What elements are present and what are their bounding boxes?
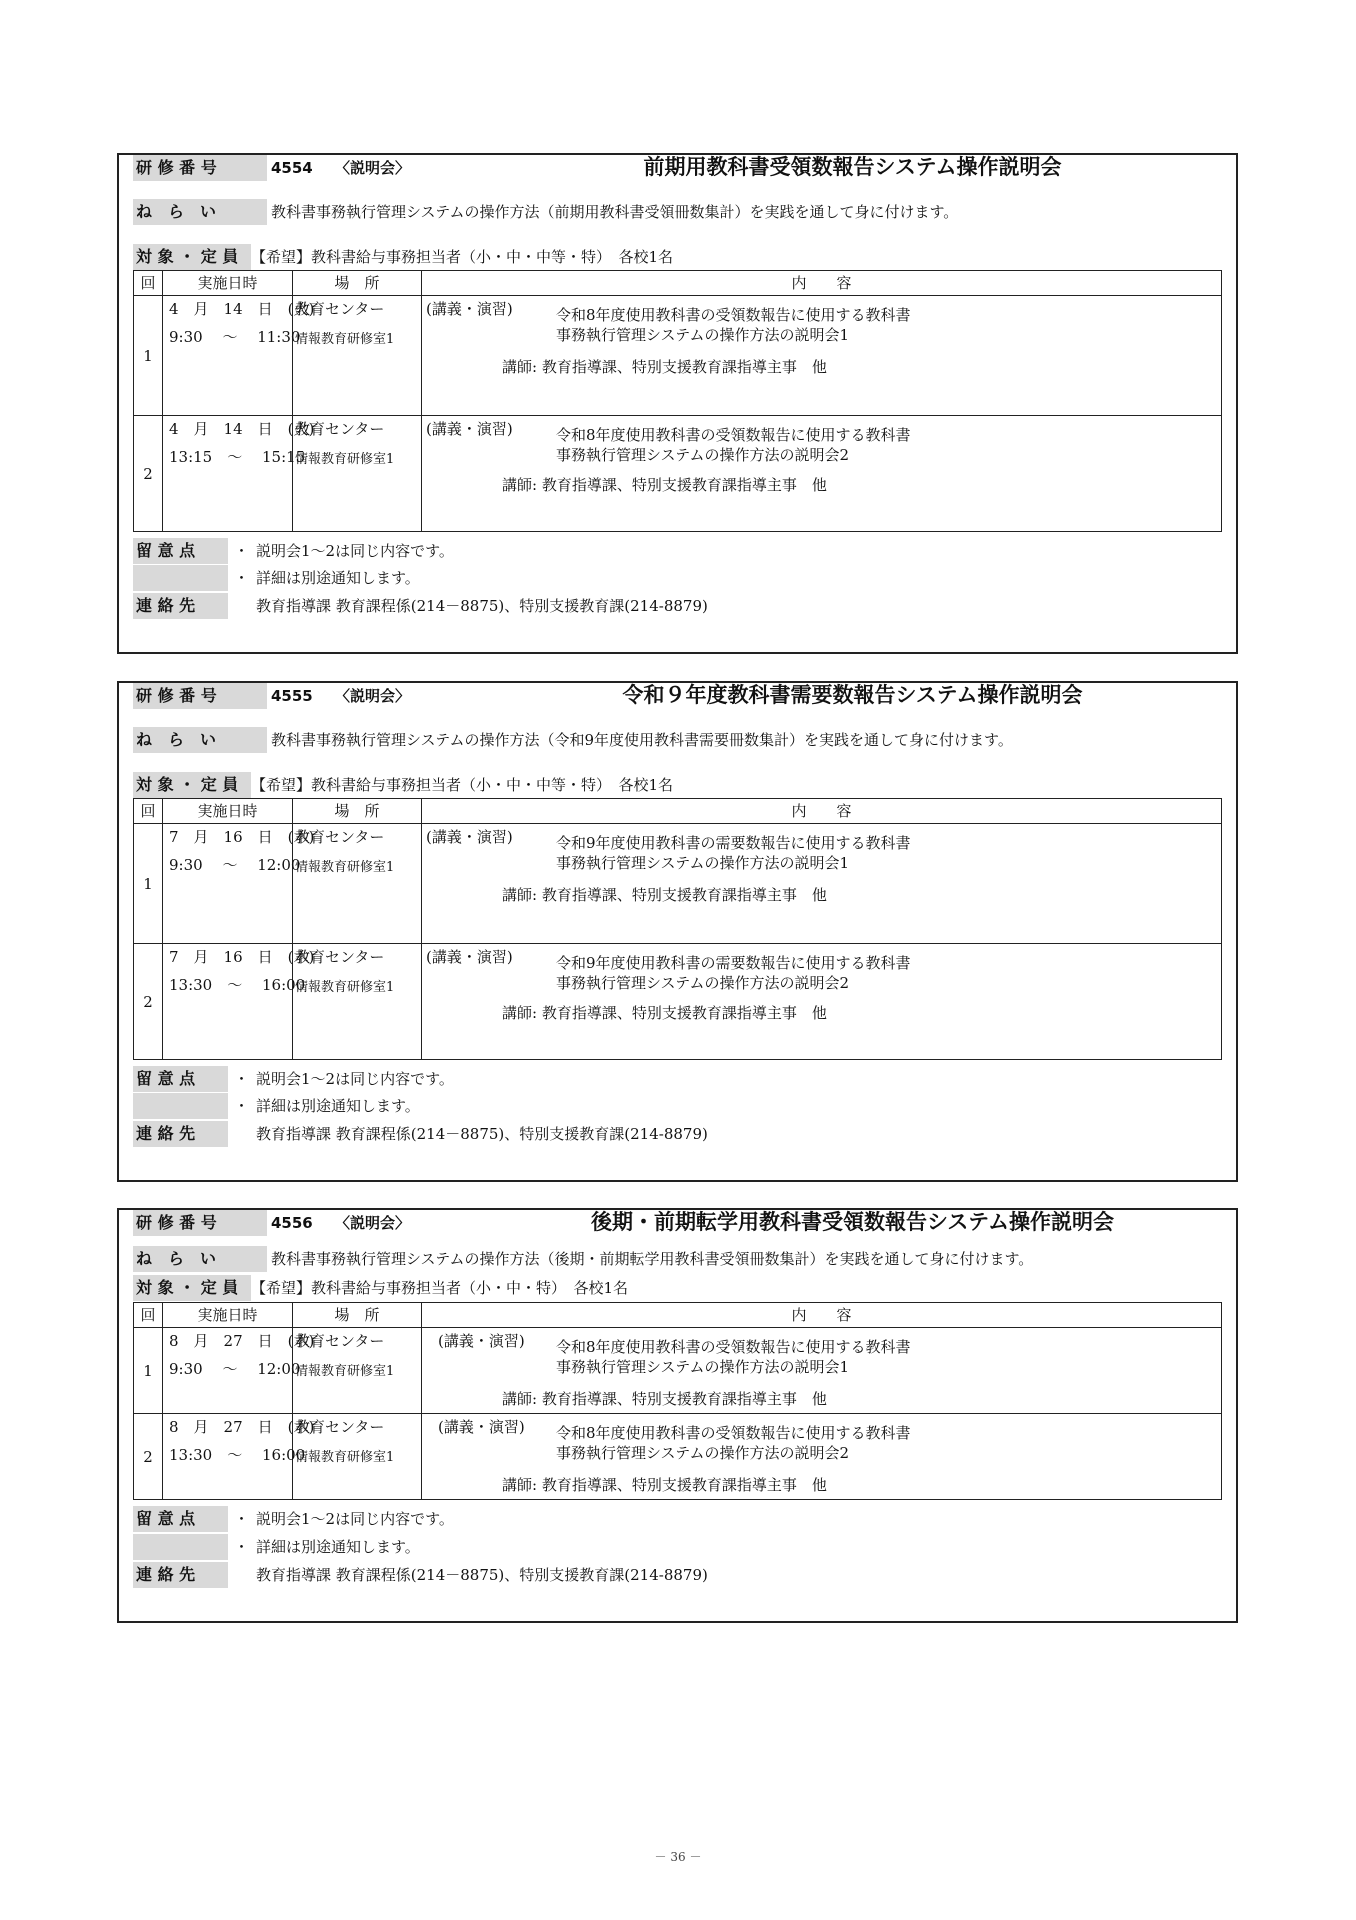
col-header-place: 場 所 <box>293 799 422 824</box>
label-number: 研 修 番 号 <box>133 155 267 181</box>
session-venue: 教育センター <box>295 1332 385 1350</box>
label-number: 研 修 番 号 <box>133 1210 267 1236</box>
course-number: 4554 <box>271 159 313 177</box>
target-row <box>119 772 1236 798</box>
session-time: 9:30 ～ 11:30 <box>169 328 301 346</box>
session-desc-line1: 令和8年度使用教科書の受領数報告に使用する教科書 <box>556 306 911 324</box>
label-target: 対 象 ・ 定 員 <box>133 1275 251 1301</box>
session-no: 1 <box>134 1328 163 1414</box>
session-content <box>422 296 1222 416</box>
course-box-4556 <box>117 1208 1238 1623</box>
col-header-no: 回 <box>134 271 163 296</box>
session-venue: 教育センター <box>295 828 385 846</box>
session-place <box>293 944 422 1060</box>
label-notes-spacer <box>133 565 228 591</box>
course-kind: 〈説明会〉 <box>335 1214 411 1232</box>
session-content <box>422 416 1222 532</box>
note-bullet: ・ <box>234 1070 250 1088</box>
target-row <box>119 244 1236 270</box>
contact-text: 教育指導課 教育課程係(214－8875)、特別支援教育課(214-8879) <box>256 1566 708 1584</box>
session-time: 13:30 ～ 16:00 <box>169 1446 306 1464</box>
session-no: 1 <box>134 296 163 416</box>
course-box-4554 <box>117 153 1238 654</box>
label-contact: 連 絡 先 <box>133 593 228 619</box>
session-place <box>293 416 422 532</box>
session-row <box>134 296 1222 416</box>
session-type: (講義・演習) <box>438 1418 525 1436</box>
session-time: 9:30 ～ 12:00 <box>169 856 301 874</box>
course-kind: 〈説明会〉 <box>335 687 411 705</box>
contact-row <box>119 1121 1236 1147</box>
session-desc-line1: 令和8年度使用教科書の受領数報告に使用する教科書 <box>556 426 911 444</box>
label-notes-spacer <box>133 1093 228 1119</box>
session-desc-line1: 令和8年度使用教科書の受領数報告に使用する教科書 <box>556 1424 911 1442</box>
session-content <box>422 1328 1222 1414</box>
note-item: 説明会1～2は同じ内容です。 <box>256 1510 454 1528</box>
notes-row <box>119 1066 1236 1092</box>
note-bullet: ・ <box>234 542 250 560</box>
session-desc-line2: 事務執行管理システムの操作方法の説明会1 <box>556 326 850 344</box>
notes-row-2 <box>119 1534 1236 1560</box>
notes-row-2 <box>119 565 1236 591</box>
note-item: 詳細は別途通知します。 <box>256 1097 420 1115</box>
contact-row <box>119 593 1236 619</box>
session-instructor: 講師: 教育指導課、特別支援教育課指導主事 他 <box>502 886 827 904</box>
note-bullet: ・ <box>234 1510 250 1528</box>
session-instructor: 講師: 教育指導課、特別支援教育課指導主事 他 <box>502 1004 827 1022</box>
session-row <box>134 1328 1222 1414</box>
session-datetime <box>163 296 315 416</box>
label-target: 対 象 ・ 定 員 <box>133 244 251 270</box>
session-instructor: 講師: 教育指導課、特別支援教育課指導主事 他 <box>502 358 827 376</box>
label-target: 対 象 ・ 定 員 <box>133 772 251 798</box>
note-item: 詳細は別途通知します。 <box>256 1538 420 1556</box>
label-notes: 留 意 点 <box>133 1506 228 1532</box>
session-row <box>134 944 1222 1060</box>
session-type: (講義・演習) <box>438 1332 525 1350</box>
col-header-no: 回 <box>134 799 163 824</box>
session-desc-line1: 令和9年度使用教科書の需要数報告に使用する教科書 <box>556 954 911 972</box>
session-content <box>422 944 1222 1060</box>
course-header <box>119 683 1236 709</box>
session-no: 2 <box>134 1414 163 1500</box>
session-type: (講義・演習) <box>426 828 513 846</box>
session-room: 情報教育研修室1 <box>295 1364 395 1379</box>
session-room: 情報教育研修室1 <box>295 860 395 875</box>
session-time: 13:15 ～ 15:15 <box>169 448 306 466</box>
session-venue: 教育センター <box>295 1418 385 1436</box>
session-datetime <box>163 1328 315 1414</box>
session-room: 情報教育研修室1 <box>295 332 395 347</box>
session-date: 8 月 27 日 (木) <box>169 1332 315 1350</box>
aim-row <box>119 199 1236 225</box>
schedule-header-row <box>134 271 1222 296</box>
session-type: (講義・演習) <box>426 300 513 318</box>
note-item: 詳細は別途通知します。 <box>256 569 420 587</box>
col-header-no: 回 <box>134 1303 163 1328</box>
session-content <box>422 824 1222 944</box>
aim-text: 教科書事務執行管理システムの操作方法（前期用教科書受領冊数集計）を実践を通して身に付けます。 <box>271 203 959 221</box>
session-no: 2 <box>134 416 163 532</box>
session-row <box>134 1414 1222 1500</box>
col-header-place: 場 所 <box>293 1303 422 1328</box>
session-room: 情報教育研修室1 <box>295 980 395 995</box>
session-room: 情報教育研修室1 <box>295 1450 395 1465</box>
session-desc-line2: 事務執行管理システムの操作方法の説明会2 <box>556 446 850 464</box>
col-header-content: 内 容 <box>422 1303 1222 1328</box>
session-desc-line2: 事務執行管理システムの操作方法の説明会2 <box>556 1444 850 1462</box>
session-date: 7 月 16 日 (木) <box>169 948 315 966</box>
notes-row <box>119 538 1236 564</box>
label-notes-spacer <box>133 1534 228 1560</box>
label-contact: 連 絡 先 <box>133 1562 228 1588</box>
session-datetime <box>163 944 315 1060</box>
session-date: 8 月 27 日 (木) <box>169 1418 315 1436</box>
session-place <box>293 824 422 944</box>
label-aim: ね ら い <box>133 727 267 753</box>
notes-row <box>119 1506 1236 1532</box>
session-instructor: 講師: 教育指導課、特別支援教育課指導主事 他 <box>502 476 827 494</box>
schedule-header-row <box>134 799 1222 824</box>
schedule-table <box>133 270 1222 532</box>
session-place <box>293 1328 422 1414</box>
note-item: 説明会1～2は同じ内容です。 <box>256 1070 454 1088</box>
session-instructor: 講師: 教育指導課、特別支援教育課指導主事 他 <box>502 1390 827 1408</box>
note-bullet: ・ <box>234 569 250 587</box>
schedule-table <box>133 1302 1222 1500</box>
target-text: 【希望】教科書給与事務担当者（小・中・特） 各校1名 <box>251 1279 629 1297</box>
course-title: 前期用教科書受領数報告システム操作説明会 <box>643 155 1062 179</box>
course-title: 令和９年度教科書需要数報告システム操作説明会 <box>622 683 1083 707</box>
session-date: 4 月 14 日 (火) <box>169 420 315 438</box>
course-number: 4556 <box>271 1214 313 1232</box>
note-bullet: ・ <box>234 1538 250 1556</box>
label-notes: 留 意 点 <box>133 1066 228 1092</box>
session-room: 情報教育研修室1 <box>295 452 395 467</box>
course-title: 後期・前期転学用教科書受領数報告システム操作説明会 <box>591 1210 1114 1234</box>
session-place <box>293 296 422 416</box>
target-text: 【希望】教科書給与事務担当者（小・中・中等・特） 各校1名 <box>251 776 674 794</box>
page-number: － 36 － <box>654 1850 702 1864</box>
session-content <box>422 1414 1222 1500</box>
course-header <box>119 1210 1236 1236</box>
col-header-date: 実施日時 <box>163 799 293 824</box>
aim-row <box>119 1246 1236 1272</box>
session-place <box>293 1414 422 1500</box>
label-aim: ね ら い <box>133 199 267 225</box>
session-no: 1 <box>134 824 163 944</box>
session-datetime <box>163 1414 315 1500</box>
note-item: 説明会1～2は同じ内容です。 <box>256 542 454 560</box>
session-venue: 教育センター <box>295 948 385 966</box>
session-desc-line2: 事務執行管理システムの操作方法の説明会1 <box>556 1358 850 1376</box>
target-row <box>119 1275 1236 1301</box>
label-contact: 連 絡 先 <box>133 1121 228 1147</box>
session-date: 4 月 14 日 (火) <box>169 300 315 318</box>
session-type: (講義・演習) <box>426 948 513 966</box>
session-desc-line1: 令和9年度使用教科書の需要数報告に使用する教科書 <box>556 834 911 852</box>
session-venue: 教育センター <box>295 300 385 318</box>
session-time: 9:30 ～ 12:00 <box>169 1360 301 1378</box>
session-time: 13:30 ～ 16:00 <box>169 976 306 994</box>
label-aim: ね ら い <box>133 1246 267 1272</box>
session-desc-line1: 令和8年度使用教科書の受領数報告に使用する教科書 <box>556 1338 911 1356</box>
session-datetime <box>163 824 315 944</box>
col-header-place: 場 所 <box>293 271 422 296</box>
session-instructor: 講師: 教育指導課、特別支援教育課指導主事 他 <box>502 1476 827 1494</box>
col-header-date: 実施日時 <box>163 271 293 296</box>
aim-row <box>119 727 1236 753</box>
schedule-table <box>133 798 1222 1060</box>
col-header-content: 内 容 <box>422 799 1222 824</box>
label-notes: 留 意 点 <box>133 538 228 564</box>
course-number: 4555 <box>271 687 313 705</box>
note-bullet: ・ <box>234 1097 250 1115</box>
target-text: 【希望】教科書給与事務担当者（小・中・中等・特） 各校1名 <box>251 248 674 266</box>
session-no: 2 <box>134 944 163 1060</box>
label-number: 研 修 番 号 <box>133 683 267 709</box>
contact-row <box>119 1562 1236 1588</box>
aim-text: 教科書事務執行管理システムの操作方法（後期・前期転学用教科書受領冊数集計）を実践を通して身に付けます。 <box>271 1250 1034 1268</box>
session-desc-line2: 事務執行管理システムの操作方法の説明会2 <box>556 974 850 992</box>
schedule-header-row <box>134 1303 1222 1328</box>
session-date: 7 月 16 日 (木) <box>169 828 315 846</box>
course-kind: 〈説明会〉 <box>335 159 411 177</box>
notes-row-2 <box>119 1093 1236 1119</box>
course-box-4555 <box>117 681 1238 1182</box>
session-venue: 教育センター <box>295 420 385 438</box>
course-header <box>119 155 1236 181</box>
contact-text: 教育指導課 教育課程係(214－8875)、特別支援教育課(214-8879) <box>256 597 708 615</box>
col-header-date: 実施日時 <box>163 1303 293 1328</box>
aim-text: 教科書事務執行管理システムの操作方法（令和9年度使用教科書需要冊数集計）を実践を通して身に付けます。 <box>271 731 1013 749</box>
session-row <box>134 416 1222 532</box>
col-header-content: 内 容 <box>422 271 1222 296</box>
contact-text: 教育指導課 教育課程係(214－8875)、特別支援教育課(214-8879) <box>256 1125 708 1143</box>
session-desc-line2: 事務執行管理システムの操作方法の説明会1 <box>556 854 850 872</box>
session-datetime <box>163 416 315 532</box>
session-row <box>134 824 1222 944</box>
session-type: (講義・演習) <box>426 420 513 438</box>
